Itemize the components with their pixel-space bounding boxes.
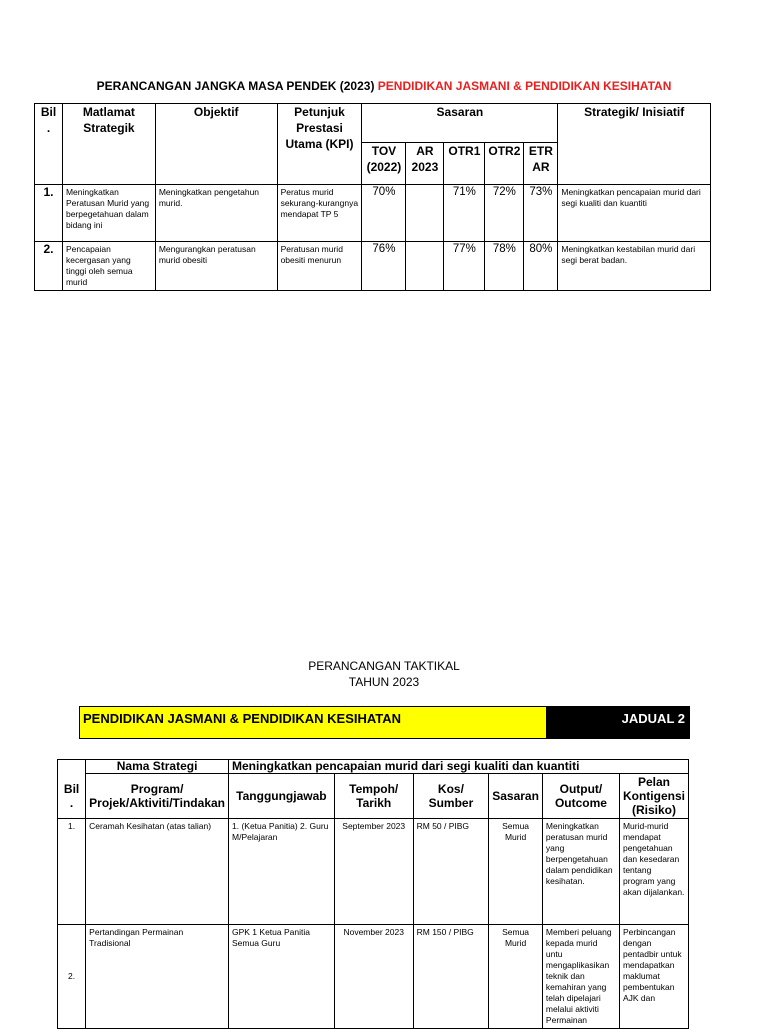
title-red-part: PENDIDIKAN JASMANI & PENDIDIKAN KESIHATAN (377, 79, 672, 93)
row-kpi: Peratusan murid obesiti menurun (277, 242, 362, 291)
row-kos: RM 50 / PIBG (413, 819, 489, 925)
header-bil: Bil . (35, 104, 63, 185)
header-otr2: OTR2 (485, 143, 524, 185)
header-sasaran: Sasaran (489, 774, 543, 819)
header-sasaran: Sasaran (362, 104, 558, 143)
row-strategik: Meningkatkan pencapaian murid dari segi kualiti dan kuantiti (558, 185, 711, 242)
row-tempoh: September 2023 (334, 819, 413, 925)
short-term-plan-title (0, 79, 768, 93)
row-program: Pertandingan Permainan Tradisional (86, 925, 229, 1029)
row-objektif: Meningkatkan pengetahun murid. (155, 185, 277, 242)
row-tempoh: November 2023 (334, 925, 413, 1029)
header-output: Output/ Outcome (542, 774, 619, 819)
table-row (35, 185, 711, 242)
title-black-part: PERANCANGAN JANGKA MASA PENDEK (2023) (96, 79, 378, 93)
row-sasaran: Semua Murid (489, 819, 543, 925)
header-otr1: OTR1 (444, 143, 485, 185)
header-tempoh: Tempoh/ Tarikh (334, 774, 413, 819)
row-etr: 80% (524, 242, 558, 291)
header-pelan: Pelan Kontigensi (Risiko) (619, 774, 688, 819)
row-output: Meningkatkan peratusan murid yang berpengetahuan dalam pendidikan kesihatan. (542, 819, 619, 925)
row-tanggungjawab: GPK 1 Ketua Panitia Semua Guru (229, 925, 335, 1029)
header-program: Program/ Projek/Aktiviti/Tindakan (86, 774, 229, 819)
table-row (58, 925, 689, 1029)
header-ar: AR 2023 (406, 143, 444, 185)
row-otr2: 78% (485, 242, 524, 291)
row-bil: 1. (35, 185, 63, 242)
row-matlamat: Pencapaian kecergasan yang tinggi oleh semua murid (62, 242, 155, 291)
header-tov: TOV (2022) (362, 143, 406, 185)
row-kpi: Peratus murid sekurang-kurangnya mendapat TP 5 (277, 185, 362, 242)
tactical-plan-year: TAHUN 2023 (348, 675, 420, 689)
row-bil: 1. (58, 819, 86, 925)
subject-banner (79, 706, 690, 739)
row-bil: 2. (35, 242, 63, 291)
subject-label: PENDIDIKAN JASMANI & PENDIDIKAN KESIHATAN (80, 707, 546, 738)
header-strategik: Strategik/ Inisiatif (558, 104, 711, 185)
row-bil: 2. (58, 925, 86, 1029)
row-tov: 70% (362, 185, 406, 242)
row-kos: RM 150 / PIBG (413, 925, 489, 1029)
strategy-name-row (58, 760, 689, 774)
tactical-plan-title: PERANCANGAN TAKTIKAL (308, 659, 460, 673)
table-row (35, 242, 711, 291)
header-tanggungjawab: Tanggungjawab (229, 774, 335, 819)
short-term-plan-table (34, 103, 711, 291)
row-strategik: Meningkatkan kestabilan murid dari segi berat badan. (558, 242, 711, 291)
table-row (58, 819, 689, 925)
strategy-name-value: Meningkatkan pencapaian murid dari segi kualiti dan kuantiti (229, 760, 689, 774)
row-pelan: Perbincangan dengan pentadbir untuk mendapatkan maklumat pembentukan AJK dan (619, 925, 688, 1029)
row-pelan: Murid-murid mendapat pengetahuan dan kesedaran tentang program yang akan dijalankan. (619, 819, 688, 925)
row-program: Ceramah Kesihatan (atas talian) (86, 819, 229, 925)
tactical-plan-table (57, 759, 689, 1029)
header-row (35, 104, 711, 143)
header-kos: Kos/ Sumber (413, 774, 489, 819)
row-ar (406, 185, 444, 242)
header-kpi: Petunjuk Prestasi Utama (KPI) (277, 104, 362, 185)
jadual-label: JADUAL 2 (546, 707, 689, 738)
row-otr2: 72% (485, 185, 524, 242)
header-matlamat: Matlamat Strategik (62, 104, 155, 185)
row-etr: 73% (524, 185, 558, 242)
row-otr1: 71% (444, 185, 485, 242)
row-otr1: 77% (444, 242, 485, 291)
row-ar (406, 242, 444, 291)
row-tanggungjawab: 1. (Ketua Panitia) 2. Guru M/Pelajaran (229, 819, 335, 925)
row-sasaran: Semua Murid (489, 925, 543, 1029)
header-etr: ETR AR (524, 143, 558, 185)
row-matlamat: Meningkatkan Peratusan Murid yang berpegetahuan dalam bidang ini (62, 185, 155, 242)
row-objektif: Mengurangkan peratusan murid obesiti (155, 242, 277, 291)
row-tov: 76% (362, 242, 406, 291)
row-output: Memberi peluang kepada murid untu mengaplikasikan teknik dan kemahiran yang telah dipelajari melalui aktiviti Permainan (542, 925, 619, 1029)
strategy-name-label: Nama Strategi (86, 760, 229, 774)
header-row (58, 774, 689, 819)
header-bil: Bil . (58, 774, 86, 819)
header-objektif: Objektif (155, 104, 277, 185)
